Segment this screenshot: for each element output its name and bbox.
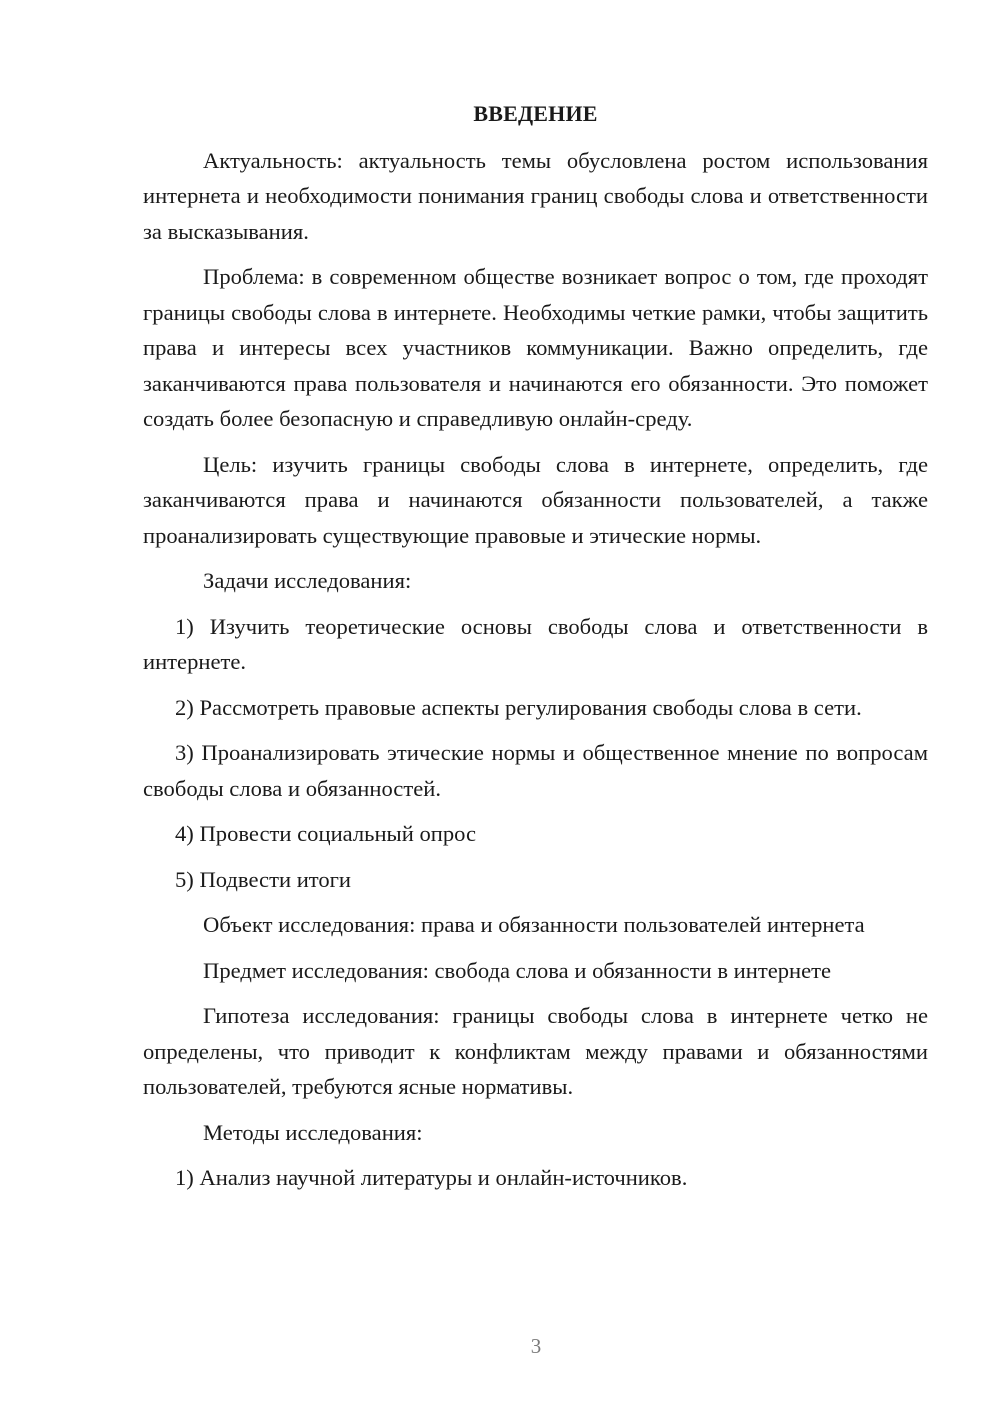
tasks-heading: Задачи исследования: bbox=[203, 568, 412, 593]
section-title: ВВЕДЕНИЕ bbox=[473, 101, 598, 126]
task-item-2: 2) Рассмотреть правовые аспекты регулирования свободы слова в сети. bbox=[175, 694, 862, 720]
method-item-1: 1) Анализ научной литературы и онлайн-источников. bbox=[175, 1165, 688, 1190]
subject-paragraph: Предмет исследования: свобода слова и обязанности в интернете bbox=[203, 957, 832, 983]
page-number: 3 bbox=[530, 1334, 542, 1358]
task-item-3: 3) Проанализировать этические нормы и общественное мнение по вопросам свободы слова и обязанностей. bbox=[143, 740, 928, 801]
document-page bbox=[143, 96, 928, 1206]
methods-heading: Методы исследования: bbox=[203, 1119, 423, 1145]
hypothesis-paragraph: Гипотеза исследования: границы свободы слова в интернете четко не определены, что приводит к конфликтам между правами и обязанностями пользователей, требуются ясные нормативы. bbox=[143, 1003, 928, 1099]
goal-paragraph: Цель: изучить границы свободы слова в интернете, определить, где заканчиваются права и начинаются обязанности пользователей, а также проанализировать существующие правовые и этические нормы. bbox=[143, 451, 928, 548]
task-item-1: 1) Изучить теоретические основы свободы слова и ответственности в интернете. bbox=[143, 613, 928, 674]
object-paragraph: Объект исследования: права и обязанности пользователей интернета bbox=[203, 912, 865, 937]
problem-paragraph: Проблема: в современном обществе возникает вопрос о том, где проходят границы свободы слова в интернете. Необходимы четкие рамки, чтобы защитить права и интересы всех участников коммуникации. Важно определить, где заканчиваются права пользователя и начинаются его обязанности. Это поможет создать более безопасную и справедливую онлайн-среду. bbox=[143, 264, 928, 431]
relevance-paragraph: Актуальность: актуальность темы обусловлена ростом использования интернета и необходимости понимания границ свободы слова и ответственности за высказывания. bbox=[143, 147, 928, 244]
task-item-5: 5) Подвести итоги bbox=[175, 866, 352, 892]
task-item-4: 4) Провести социальный опрос bbox=[175, 821, 477, 846]
